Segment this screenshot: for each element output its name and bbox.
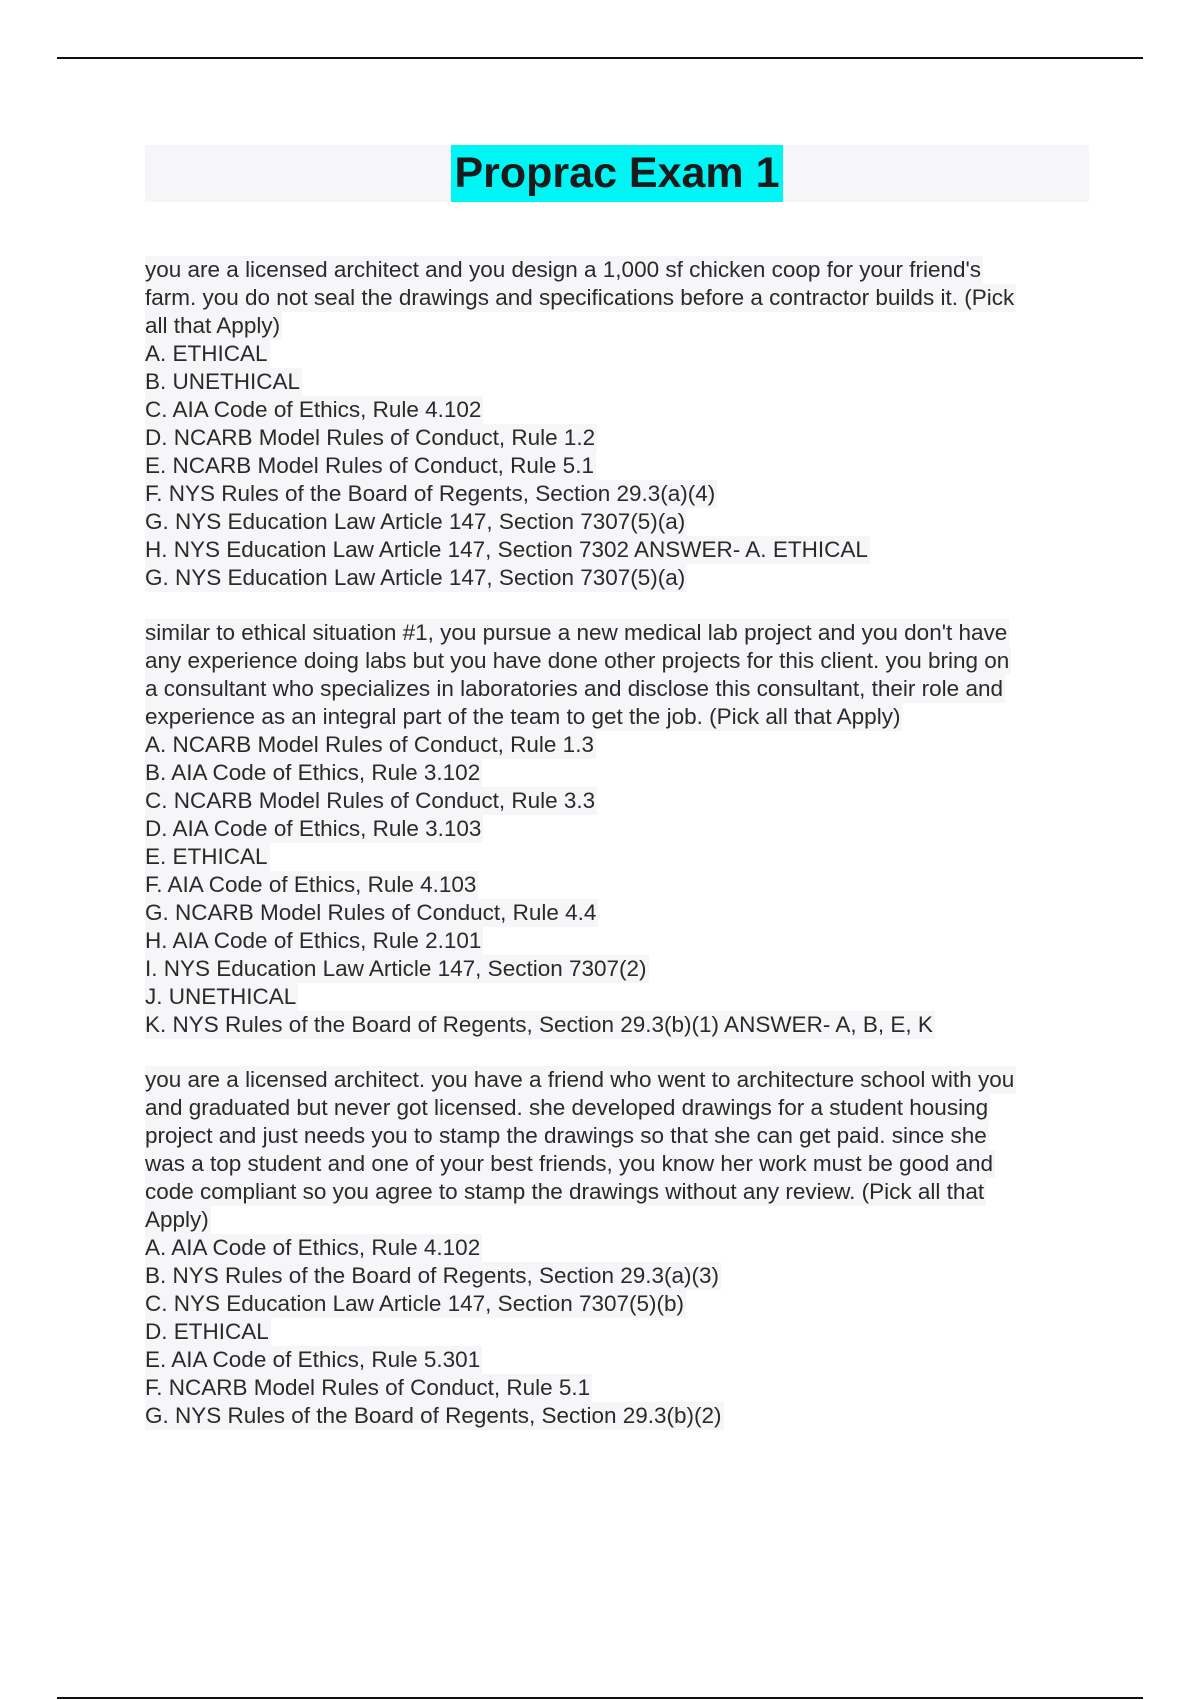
answer-option: K. NYS Rules of the Board of Regents, Section 29.3(b)(1) ANSWER- A, B, E, K (145, 1012, 933, 1037)
answer-option: B. AIA Code of Ethics, Rule 3.102 (145, 760, 481, 785)
answer-option: G. NYS Education Law Article 147, Section 7307(5)(a) (145, 509, 686, 534)
answer-option: C. AIA Code of Ethics, Rule 4.102 (145, 397, 482, 422)
question-2 (145, 619, 1089, 1039)
question-prompt-line: and graduated but never got licensed. she developed drawings for a student housing (145, 1095, 989, 1120)
question-prompt-line: farm. you do not seal the drawings and specifications before a contractor builds it. (Pick (145, 285, 1015, 310)
document-body (145, 256, 1089, 1457)
answer-option: D. NCARB Model Rules of Conduct, Rule 1.2 (145, 425, 596, 450)
answer-option: A. AIA Code of Ethics, Rule 4.102 (145, 1235, 481, 1260)
answer-option: E. AIA Code of Ethics, Rule 5.301 (145, 1347, 481, 1372)
answer-option: H. NYS Education Law Article 147, Section 7302 ANSWER- A. ETHICAL (145, 537, 868, 562)
page-title: Proprac Exam 1 (451, 145, 782, 202)
question-prompt-line: you are a licensed architect. you have a friend who went to architecture school with you (145, 1067, 1015, 1092)
question-prompt-line: a consultant who specializes in laboratories and disclose this consultant, their role and (145, 676, 1003, 701)
question-prompt-line: all that Apply) (145, 313, 281, 338)
question-prompt-line: Apply) (145, 1207, 209, 1232)
answer-option: D. AIA Code of Ethics, Rule 3.103 (145, 816, 482, 841)
question-prompt-line: project and just needs you to stamp the drawings so that she can get paid. since she (145, 1123, 987, 1148)
answer-option: F. NYS Rules of the Board of Regents, Section 29.3(a)(4) (145, 481, 716, 506)
answer-option: J. UNETHICAL (145, 984, 297, 1009)
question-prompt-line: similar to ethical situation #1, you pursue a new medical lab project and you don't have (145, 620, 1008, 645)
answer-option: B. NYS Rules of the Board of Regents, Section 29.3(a)(3) (145, 1263, 720, 1288)
answer-option: I. NYS Education Law Article 147, Section 7307(2) (145, 956, 647, 981)
answer-option: A. NCARB Model Rules of Conduct, Rule 1.3 (145, 732, 594, 757)
answer-option: G. NCARB Model Rules of Conduct, Rule 4.4 (145, 900, 597, 925)
question-prompt-line: any experience doing labs but you have done other projects for this client. you bring on (145, 648, 1010, 673)
answer-option: E. NCARB Model Rules of Conduct, Rule 5.1 (145, 453, 594, 478)
answer-option: A. ETHICAL (145, 341, 268, 366)
question-prompt-line: was a top student and one of your best friends, you know her work must be good and (145, 1151, 994, 1176)
answer-option: H. AIA Code of Ethics, Rule 2.101 (145, 928, 482, 953)
answer-option: D. ETHICAL (145, 1319, 269, 1344)
answer-option: F. NCARB Model Rules of Conduct, Rule 5.1 (145, 1375, 591, 1400)
question-3 (145, 1066, 1089, 1430)
answer-option: F. AIA Code of Ethics, Rule 4.103 (145, 872, 477, 897)
answer-option: B. UNETHICAL (145, 369, 301, 394)
title-band (145, 145, 1089, 202)
question-prompt-line: you are a licensed architect and you design a 1,000 sf chicken coop for your friend's (145, 257, 982, 282)
bottom-divider (57, 1697, 1143, 1699)
question-prompt-line: experience as an integral part of the team to get the job. (Pick all that Apply) (145, 704, 901, 729)
answer-option: C. NYS Education Law Article 147, Section 7307(5)(b) (145, 1291, 685, 1316)
answer-option: E. ETHICAL (145, 844, 268, 869)
answer-option: G. NYS Rules of the Board of Regents, Section 29.3(b)(2) (145, 1403, 722, 1428)
question-prompt-line: code compliant so you agree to stamp the drawings without any review. (Pick all that (145, 1179, 985, 1204)
top-divider (57, 57, 1143, 59)
question-1 (145, 256, 1089, 592)
answer-option: C. NCARB Model Rules of Conduct, Rule 3.3 (145, 788, 596, 813)
answer-option: G. NYS Education Law Article 147, Section 7307(5)(a) (145, 565, 686, 590)
